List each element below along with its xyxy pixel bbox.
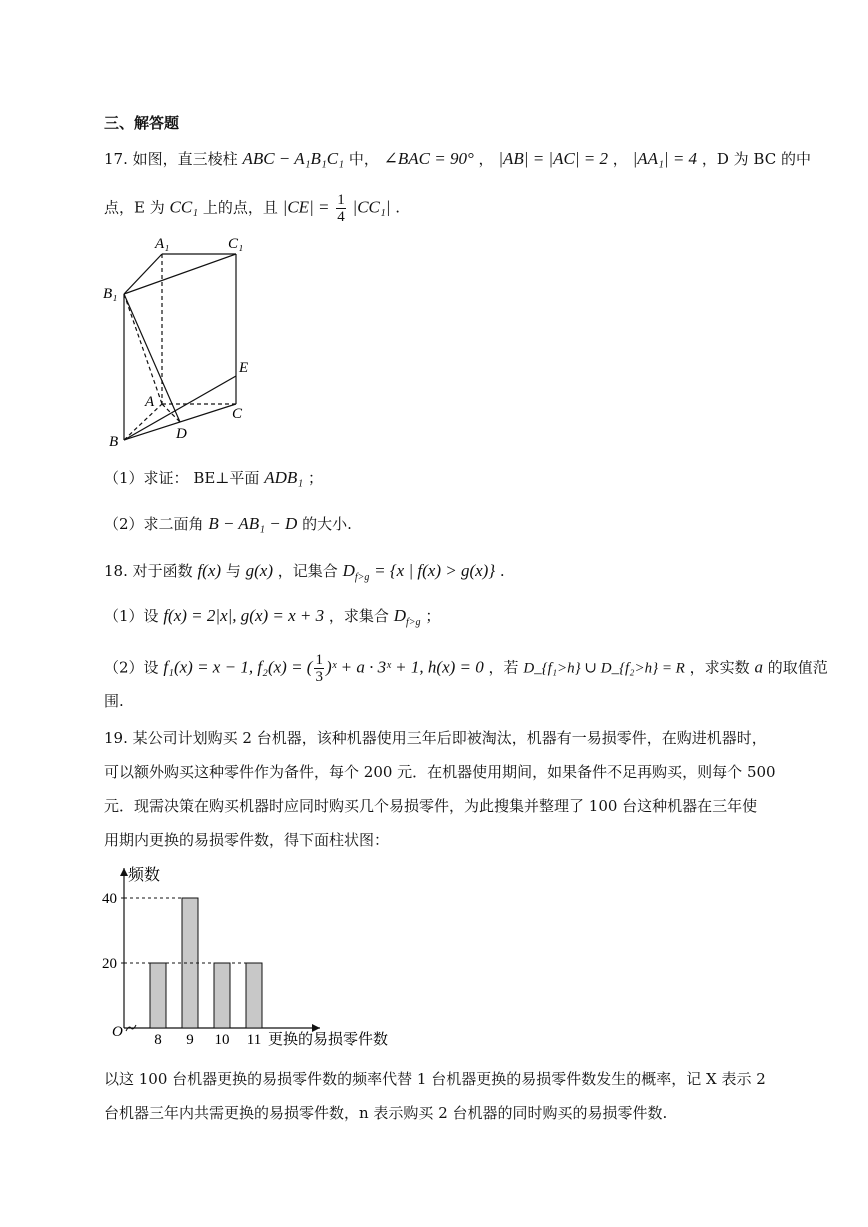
label-B1: B₁: [103, 286, 118, 302]
q17-prism-figure: [100, 228, 270, 458]
q17-part1: [104, 467, 323, 489]
q17-zhong: 中，: [348, 150, 379, 168]
bar-10: [214, 963, 230, 1028]
q17-cc1: CC₁: [169, 197, 199, 217]
bar-11: [246, 963, 262, 1028]
origin-label: O: [112, 1024, 123, 1040]
q18-p2-fraction: $\frac{1}{3}$: [315, 652, 323, 685]
q18-p1-mid: ，求集合: [328, 607, 389, 625]
q17-part1-label: （1）求证：: [104, 469, 189, 487]
q18-yu: 与: [225, 562, 241, 580]
q17-part1-adb: ADB₁: [264, 468, 304, 487]
q17-cc1abs: |CC₁|: [352, 197, 391, 217]
q18-dot: .: [499, 562, 505, 580]
q18-line1: [104, 560, 505, 589]
label-C1: C₁: [228, 236, 244, 252]
q17-d-text: ，D 为 BC 的中: [701, 150, 811, 168]
q18-number: 18.: [104, 562, 128, 580]
q19-line1-text: 某公司计划购买 2 台机器，该种机器使用三年后即被淘汰，机器有一易损零件，在购进机器时，: [132, 729, 767, 747]
q17-part2-end: 的大小.: [302, 515, 352, 533]
q18-part2-line2: 围.: [104, 692, 124, 710]
q18-gx: g(x): [245, 561, 273, 580]
label-E: E: [239, 360, 249, 376]
q17-part2-label: （2）求二面角: [104, 515, 204, 533]
q18-intro-a: 对于函数: [132, 562, 193, 580]
section-title: 三、解答题: [104, 114, 180, 132]
q18-p2-end: ，求实数: [689, 658, 750, 677]
y-axis-label: 频数: [128, 865, 161, 884]
label-C: C: [232, 406, 243, 422]
q18-p2-label: （2）设: [104, 658, 159, 677]
q17-ce: |CE| =: [282, 197, 330, 217]
q17-comma: ，: [478, 150, 494, 168]
q17-part2-expr: B − AB₁ − D: [208, 514, 298, 533]
bar-8: [150, 963, 166, 1028]
q17-comma2: ，: [612, 150, 628, 168]
q19-line3: 元．现需决策在购买机器时应同时购买几个易损零件，为此搜集并整理了 100 台这种机器在三年使: [104, 797, 758, 815]
q18-p2-union: D_{f₁>h} ∪ D_{f₂>h} = R: [523, 660, 685, 677]
q18-part2: [104, 652, 828, 685]
q17-intro: 如图，直三棱柱: [132, 150, 238, 168]
q18-p1-end: ；: [425, 607, 441, 625]
q17-part1-end: ；: [307, 469, 323, 487]
label-B: B: [109, 434, 119, 450]
q19-line4: 用期内更换的易损零件数，得下面柱状图：: [104, 831, 390, 849]
y-tick-label: 40: [102, 891, 117, 907]
q17-line1: [104, 148, 811, 170]
q18-intro-b: ，记集合: [277, 562, 338, 580]
q18-set-d: D: [342, 561, 355, 580]
y-axis-arrow: [120, 868, 128, 876]
y-tick-label: 20: [102, 956, 117, 972]
q17-number: 17.: [104, 150, 128, 168]
q17-part1-be: BE⊥平面: [193, 469, 260, 487]
q18-p2-expr-b: )ˣ + a · 3ˣ + 1, h(x) = 0: [325, 657, 484, 677]
axis-break-mark: [126, 1025, 136, 1031]
x-tick-label: 11: [246, 1032, 262, 1048]
label-A1: A₁: [155, 236, 170, 252]
q17-line2a: 点，E 为: [104, 198, 165, 217]
q19-line1: [104, 727, 767, 749]
x-tick-label: 8: [154, 1032, 162, 1048]
q17-line2: [104, 192, 400, 225]
q18-p1-set: D: [393, 606, 406, 625]
q18-p1-label: （1）设: [104, 607, 159, 625]
q18-p2-expr-a: f₁(x) = x − 1, f₂(x) = (: [163, 657, 313, 677]
q17-fraction: $\frac{1}{4}$: [337, 192, 345, 225]
q17-angle: ∠BAC = 90°: [383, 149, 474, 168]
q19-number: 19.: [104, 729, 128, 747]
q19-line5: 以这 100 台机器更换的易损零件数的频率代替 1 台机器更换的易损零件数发生的概率，记 X 表示 2: [104, 1070, 766, 1088]
q18-set-rhs: = {x | f(x) > g(x)}: [374, 561, 496, 580]
q18-set-sub: f>g: [354, 572, 370, 583]
q19-line6: 台机器三年内共需更换的易损零件数，n 表示购买 2 台机器的同时购买的易损零件数.: [104, 1104, 668, 1122]
label-D: D: [176, 426, 187, 442]
q18-p1-expr: f(x) = 2|x|, g(x) = x + 3: [163, 606, 325, 625]
q18-p2-tail: 的取值范: [767, 658, 828, 677]
x-tick-label: 10: [214, 1032, 230, 1048]
x-axis-label: 更换的易损零件数: [268, 1030, 389, 1048]
q18-part1: [104, 605, 440, 634]
q18-fx: f(x): [197, 561, 222, 580]
label-A: A: [145, 394, 155, 410]
q17-part2: [104, 513, 352, 535]
q17-line2b: 上的点，且: [202, 198, 278, 217]
q17-aa1: |AA₁| = 4: [632, 149, 698, 168]
x-tick-label: 9: [186, 1032, 194, 1048]
q17-lengths: |AB| = |AC| = 2: [498, 149, 608, 168]
q18-p2-a: a: [754, 657, 763, 677]
q17-period: .: [395, 198, 401, 217]
q18-p2-mid: ，若: [488, 658, 519, 677]
parts-bar-chart: [100, 858, 410, 1058]
q17-prism: ABC − A₁B₁C₁: [242, 149, 345, 168]
q19-line2: 可以额外购买这种零件作为备件，每个 200 元．在机器使用期间，如果备件不足再购买，则每个 500: [104, 763, 776, 781]
q18-p1-sub: f>g: [406, 617, 421, 628]
